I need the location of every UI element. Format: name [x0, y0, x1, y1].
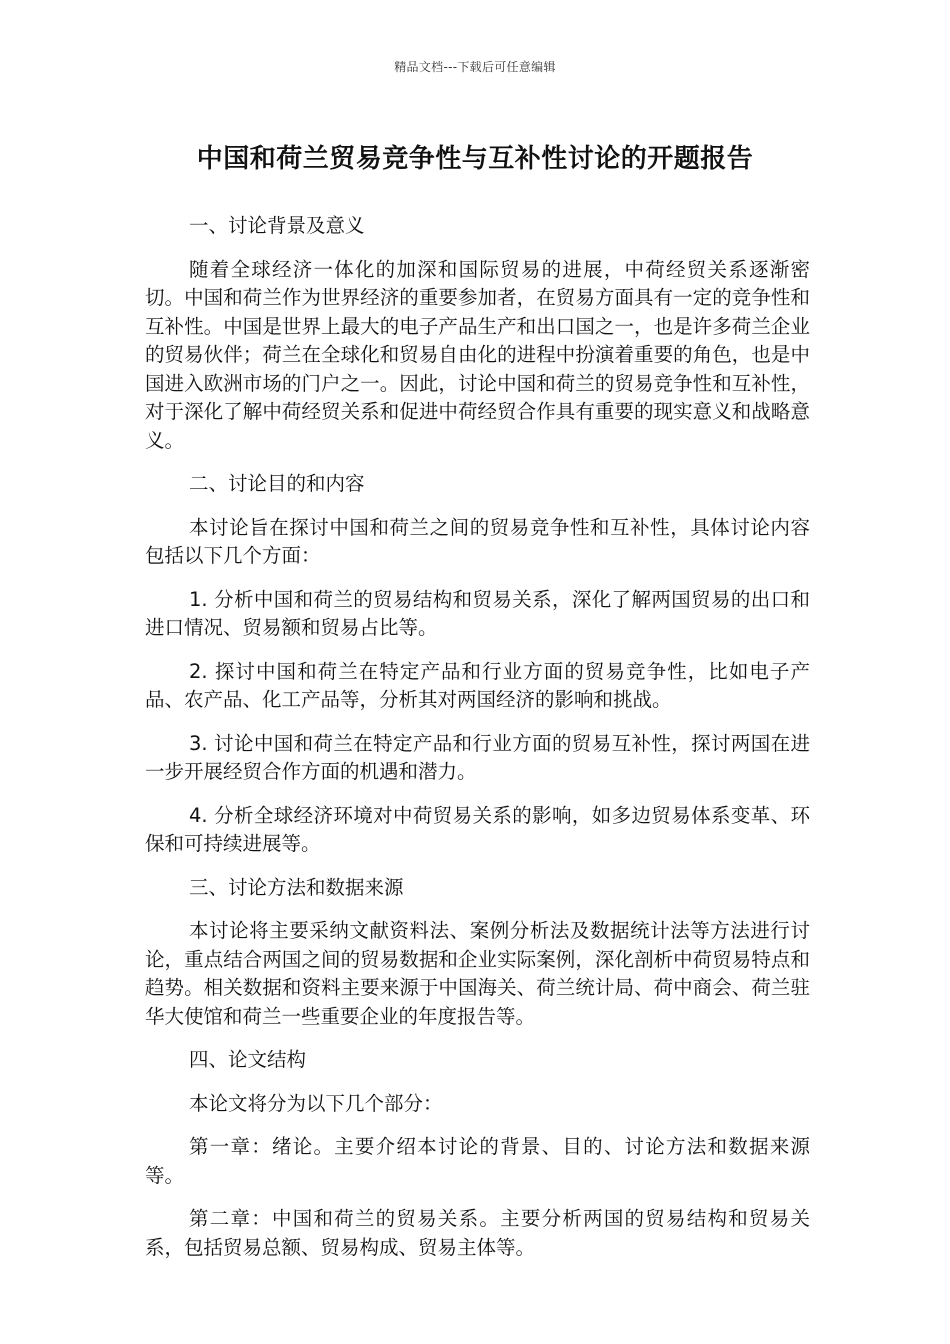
list-item-purpose-4: 4. 分析全球经济环境对中荷贸易关系的影响，如多边贸易体系变革、环保和可持续进展等。: [145, 803, 810, 855]
section-heading-methods: 三、讨论方法和数据来源: [189, 875, 404, 899]
list-item-purpose-1: 1. 分析中国和荷兰的贸易结构和贸易关系，深化了解两国贸易的出口和进口情况、贸易额和贸易占比等。: [145, 587, 810, 639]
header-note: 精品文档---下载后可任意编辑: [394, 60, 556, 74]
paragraph-chapter-1: 第一章：绪论。主要介绍本讨论的背景、目的、讨论方法和数据来源等。: [145, 1135, 810, 1187]
paragraph-purpose-intro: 本讨论旨在探讨中国和荷兰之间的贸易竞争性和互补性，具体讨论内容包括以下几个方面：: [145, 515, 810, 567]
paragraph-structure-intro: 本论文将分为以下几个部分：: [189, 1091, 443, 1115]
list-item-purpose-2: 2. 探讨中国和荷兰在特定产品和行业方面的贸易竞争性，比如电子产品、农产品、化工产品等，分析其对两国经济的影响和挑战。: [145, 659, 810, 711]
paragraph-chapter-2: 第二章：中国和荷兰的贸易关系。主要分析两国的贸易结构和贸易关系，包括贸易总额、贸易构成、贸易主体等。: [145, 1207, 810, 1259]
section-heading-structure: 四、论文结构: [189, 1048, 307, 1071]
document-body: [145, 212, 810, 1277]
section-heading-background: 一、讨论背景及意义: [189, 214, 365, 237]
paragraph-background: 随着全球经济一体化的加深和国际贸易的进展，中荷经贸关系逐渐密切。中国和荷兰作为世界经济的重要参加者，在贸易方面具有一定的竞争性和互补性。中国是世界上最大的电子产品生产和出口国之一，也是许多荷兰企业的贸易伙伴；荷兰在全球化和贸易自由化的进程中扮演着重要的角色，也是中国进入欧洲市场的门户之一。因此，讨论中国和荷兰的贸易竞争性和互补性，对于深化了解中荷经贸关系和促进中荷经贸合作具有重要的现实意义和战略意义。: [145, 257, 810, 452]
list-item-purpose-3: 3. 讨论中国和荷兰在特定产品和行业方面的贸易互补性，探讨两国在进一步开展经贸合作方面的机遇和潜力。: [145, 731, 810, 783]
section-heading-purpose: 二、讨论目的和内容: [189, 472, 365, 495]
document-title: 中国和荷兰贸易竞争性与互补性讨论的开题报告: [196, 144, 754, 174]
paragraph-methods: 本讨论将主要采纳文献资料法、案例分析法及数据统计法等方法进行讨论，重点结合两国之间的贸易数据和企业实际案例，深化剖析中荷贸易特点和趋势。相关数据和资料主要来源于中国海关、荷兰统计局、荷中商会、荷兰驻华大使馆和荷兰一些重要企业的年度报告等。: [145, 919, 810, 1028]
